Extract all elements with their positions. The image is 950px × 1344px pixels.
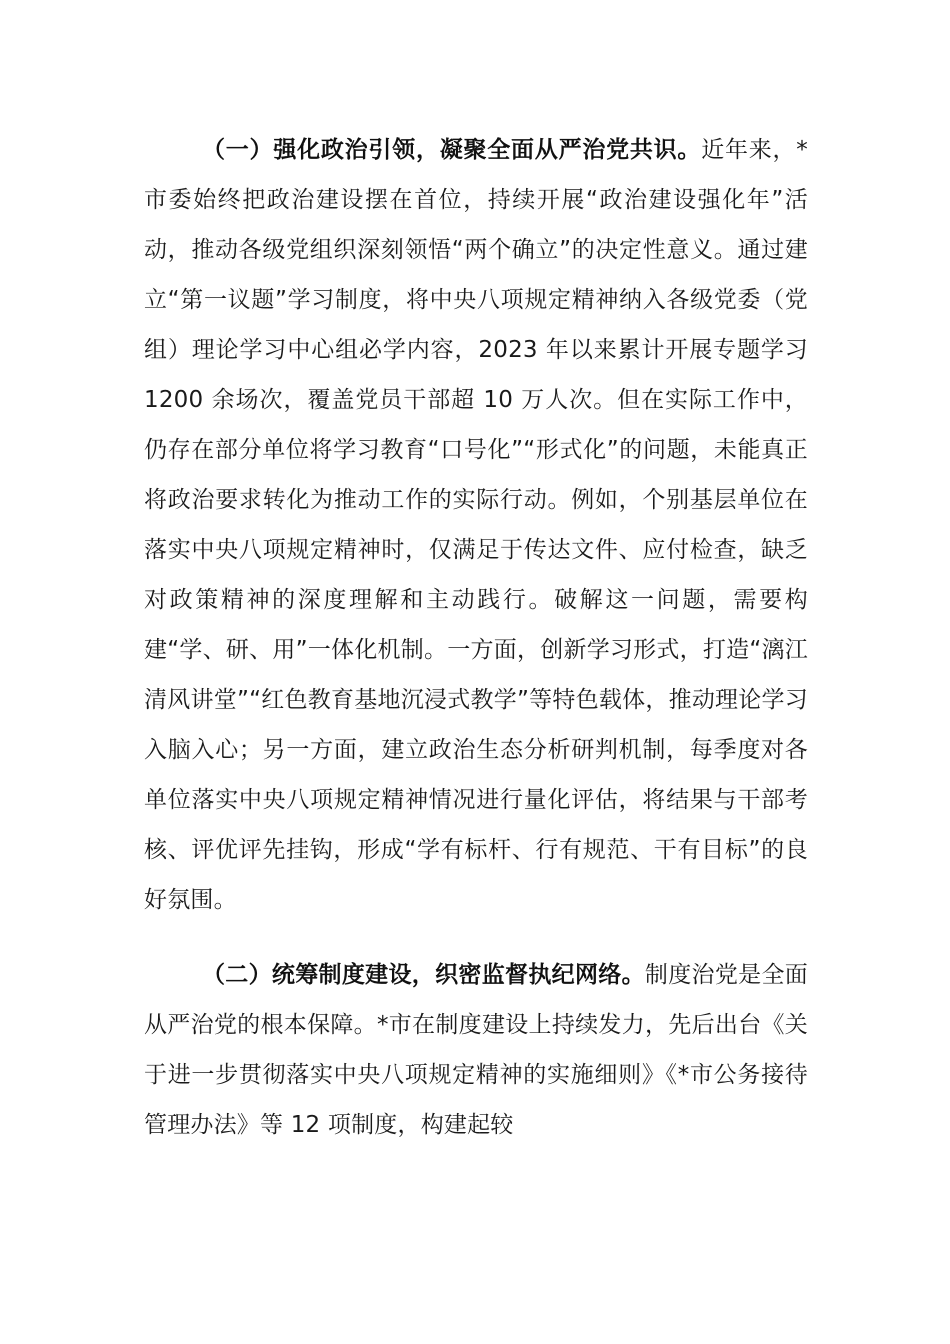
paragraph-1-body: 近年来，*市委始终把政治建设摆在首位，持续开展“政治建设强化年”活动，推动各级党组织深刻领悟“两个确立”的决定性意义。通过建立“第一议题”学习制度，将中央八项规定精神纳入各级党委（党组）理论学习中心组必学内容，2023 年以来累计开展专题学习 1200 余场次，覆盖党员干部超 10 万人次。但在实际工作中，仍存在部分单位将学习教育“口号化”“形式化”的问题，未能真正将政治要求转化为推动工作的实际行动。例如，个别基层单位在落实中央八项规定精神时，仅满足于传达文件、应付检查，缺乏对政策精神的深度理解和主动践行。破解这一问题，需要构建“学、研、用”一体化机制。一方面，创新学习形式，打造“漓江清风讲堂”“红色教育基地沉浸式教学”等特色载体，推动理论学习入脑入心；另一方面，建立政治生态分析研判机制，每季度对各单位落实中央八项规定精神情况进行量化评估，将结果与干部考核、评优评先挂钩，形成“学有标杆、行有规范、干有目标”的良好氛围。 bbox=[144, 137, 809, 913]
paragraph-1-heading: （一）强化政治引领，凝聚全面从严治党共识。 bbox=[202, 137, 702, 163]
paragraph-2-heading: （二）统筹制度建设，织密监督执纪网络。 bbox=[202, 962, 645, 988]
document-body bbox=[144, 125, 808, 1150]
paragraph-1 bbox=[144, 125, 808, 925]
paragraph-2-body: 制度治党是全面从严治党的根本保障。*市在制度建设上持续发力，先后出台《关于进一步贯彻落实中央八项规定精神的实施细则》《*市公务接待管理办法》等 12 项制度，构建起较 bbox=[144, 962, 808, 1138]
paragraph-2 bbox=[144, 950, 808, 1150]
